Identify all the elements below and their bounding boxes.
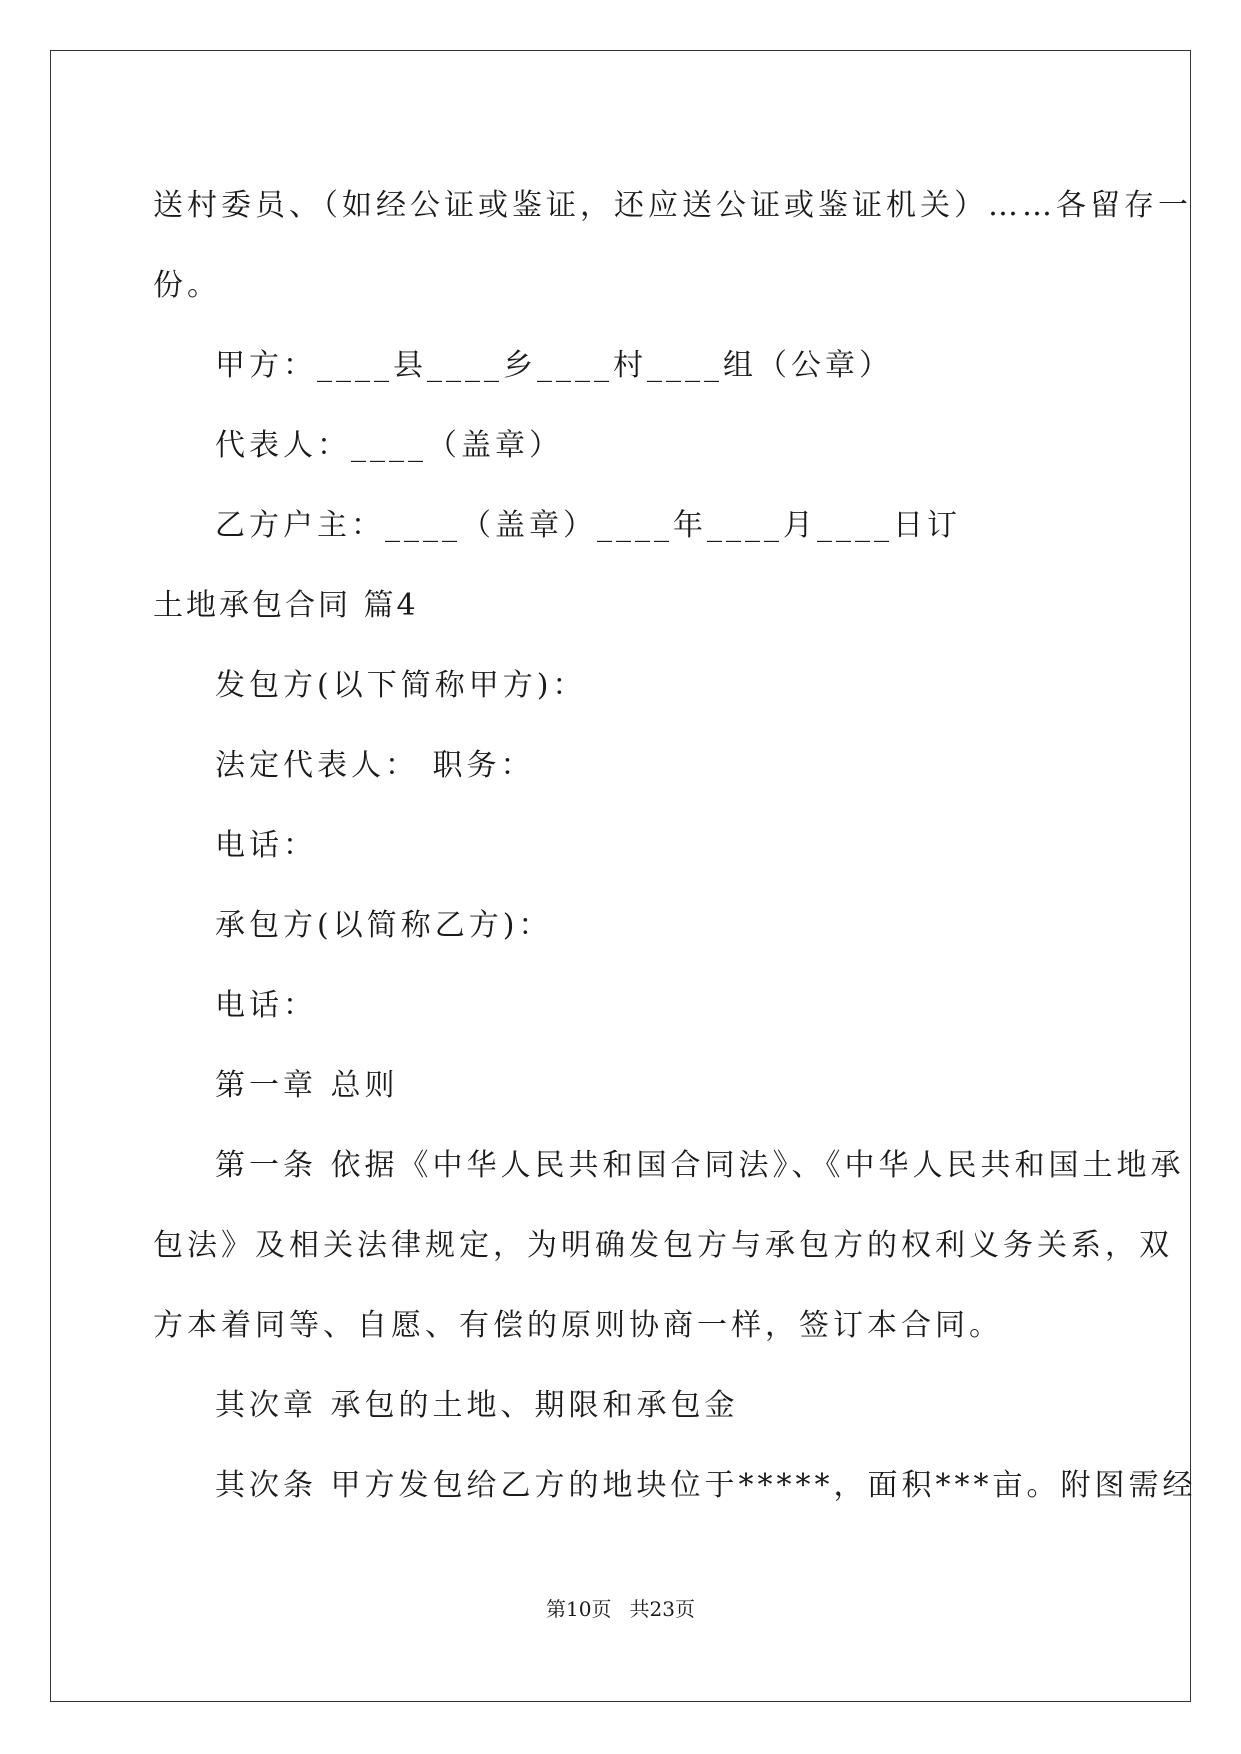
article-one-line-2: 包法》及相关法律规定，为明确发包方与承包方的权利义务关系，双: [153, 1228, 1173, 1263]
text-line-2: 份。: [153, 268, 221, 303]
article-one-line-3: 方本着同等、自愿、有偿的原则协商一样，签订本合同。: [153, 1308, 1003, 1343]
current-page-number: 第10页: [546, 1597, 612, 1621]
section-title: 土地承包合同 篇4: [153, 588, 419, 623]
representative-line: 代表人：____（盖章）: [215, 428, 563, 463]
chapter-two-heading: 其次章 承包的土地、期限和承包金: [215, 1388, 739, 1423]
legal-rep-line: 法定代表人： 职务：: [215, 748, 535, 783]
contractor-line: 承包方(以简称乙方)：: [215, 908, 553, 943]
article-two-line-1: 其次条 甲方发包给乙方的地块位于*****，面积***亩。附图需经: [215, 1468, 1197, 1503]
employer-phone-line: 电话：: [215, 828, 317, 863]
contractor-phone-line: 电话：: [215, 988, 317, 1023]
chapter-one-heading: 第一章 总则: [215, 1068, 399, 1103]
party-b-signature-line: 乙方户主：____（盖章）____年____月____日订: [215, 508, 961, 543]
page-footer: [0, 1596, 1241, 1622]
article-one-line-1: 第一条 依据《中华人民共和国合同法》、《中华人民共和国土地承: [215, 1148, 1185, 1183]
document-body: [153, 166, 1197, 1526]
employer-line: 发包方(以下简称甲方)：: [215, 668, 587, 703]
party-a-signature-line: 甲方：____县____乡____村____组（公章）: [215, 348, 893, 383]
total-pages: 共23页: [629, 1597, 695, 1621]
text-line-1: 送村委员、（如经公证或鉴证，还应送公证或鉴证机关）……各留存一: [153, 188, 1192, 223]
